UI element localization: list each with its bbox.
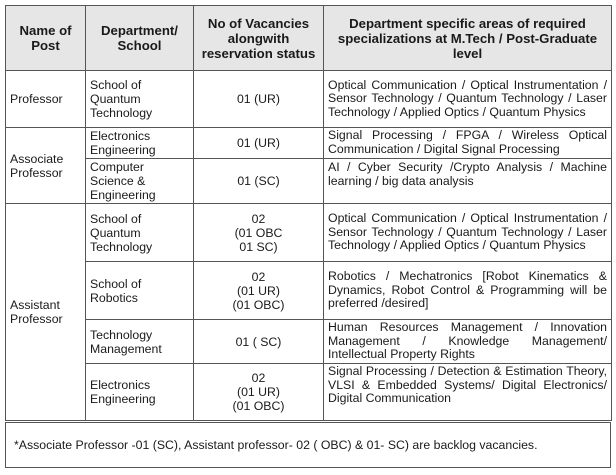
department-cell: School of Quantum Technology — [86, 204, 194, 262]
table-row — [6, 71, 612, 128]
backlog-footnote — [5, 422, 611, 468]
vacancy-line: (01 OBC) — [232, 399, 285, 413]
vacancy-cell — [194, 71, 324, 128]
department-cell: Technology Management — [86, 320, 194, 364]
vacancy-line: (01 OBC) — [232, 297, 285, 312]
specialization-cell: Robotics / Mechatronics [Robot Kinematics & Dynamics, Robot Control & Programming will be preferred /desired] — [324, 262, 612, 320]
department-cell: School of Quantum Technology — [86, 71, 194, 128]
specialization-cell: Signal Processing / FPGA / Wireless Optical Communication / Digital Signal Processing — [324, 128, 612, 159]
vacancy-cell — [194, 262, 324, 320]
vacancy-line: 01 ( SC) — [235, 334, 282, 349]
post-cell: Professor — [6, 71, 86, 128]
specialization-cell: Optical Communication / Optical Instrumentation / Sensor Technology / Quantum Technology / Laser Technology / Applied Optics / Quantum Physics — [324, 71, 612, 128]
vacancy-table — [5, 5, 612, 421]
table-row — [6, 262, 612, 320]
table-row — [6, 128, 612, 159]
table-row — [6, 364, 612, 421]
header-specializations: Department specific areas of required specializations at M.Tech / Post-Graduate level — [324, 6, 612, 71]
vacancy-line: 01 (UR) — [236, 92, 281, 106]
vacancy-cell — [194, 128, 324, 159]
table-header-row — [6, 6, 612, 71]
specialization-cell: Optical Communication / Optical Instrumentation / Sensor Technology / Quantum Technology / Laser Technology / Applied Optics / Quantum Physics — [324, 204, 612, 262]
vacancy-cell — [194, 204, 324, 262]
header-vacancies: No of Vacancies alongwith reservation status — [194, 6, 324, 71]
vacancy-line: (01 UR) — [236, 283, 281, 298]
department-cell: Computer Science & Engineering — [86, 159, 194, 204]
vacancy-line: 02 — [251, 211, 266, 226]
post-cell: Associate Professor — [6, 128, 86, 204]
vacancy-cell — [194, 364, 324, 421]
header-department: Department/ School — [86, 6, 194, 71]
vacancy-line: 02 — [251, 371, 266, 385]
post-cell: Assistant Professor — [6, 204, 86, 421]
table-row — [6, 204, 612, 262]
department-cell: Electronics Engineering — [86, 128, 194, 159]
footnote-text: *Associate Professor -01 (SC), Assistant professor- 02 ( OBC) & 01- SC) are backlog vacancies. — [14, 438, 538, 452]
vacancy-line: (01 OBC — [234, 225, 283, 240]
vacancy-line: 02 — [251, 269, 266, 284]
vacancy-cell — [194, 159, 324, 204]
vacancy-cell — [194, 320, 324, 364]
vacancy-line: (01 UR) — [236, 385, 281, 399]
table-row — [6, 320, 612, 364]
department-cell: School of Robotics — [86, 262, 194, 320]
specialization-cell: Signal Processing / Detection & Estimation Theory, VLSI & Embedded Systems/ Digital Electronics/ Digital Communication — [324, 364, 612, 421]
vacancy-line: 01 (UR) — [236, 136, 281, 150]
department-cell: Electronics Engineering — [86, 364, 194, 421]
specialization-cell: Human Resources Management / Innovation Management / Knowledge Management/ Intellectual Property Rights — [324, 320, 612, 364]
vacancy-line: 01 (SC) — [237, 174, 280, 188]
header-post: Name of Post — [6, 6, 86, 71]
specialization-cell: AI / Cyber Security /Crypto Analysis / Machine learning / big data analysis — [324, 159, 612, 204]
vacancy-line: 01 SC) — [239, 239, 278, 254]
table-row — [6, 159, 612, 204]
